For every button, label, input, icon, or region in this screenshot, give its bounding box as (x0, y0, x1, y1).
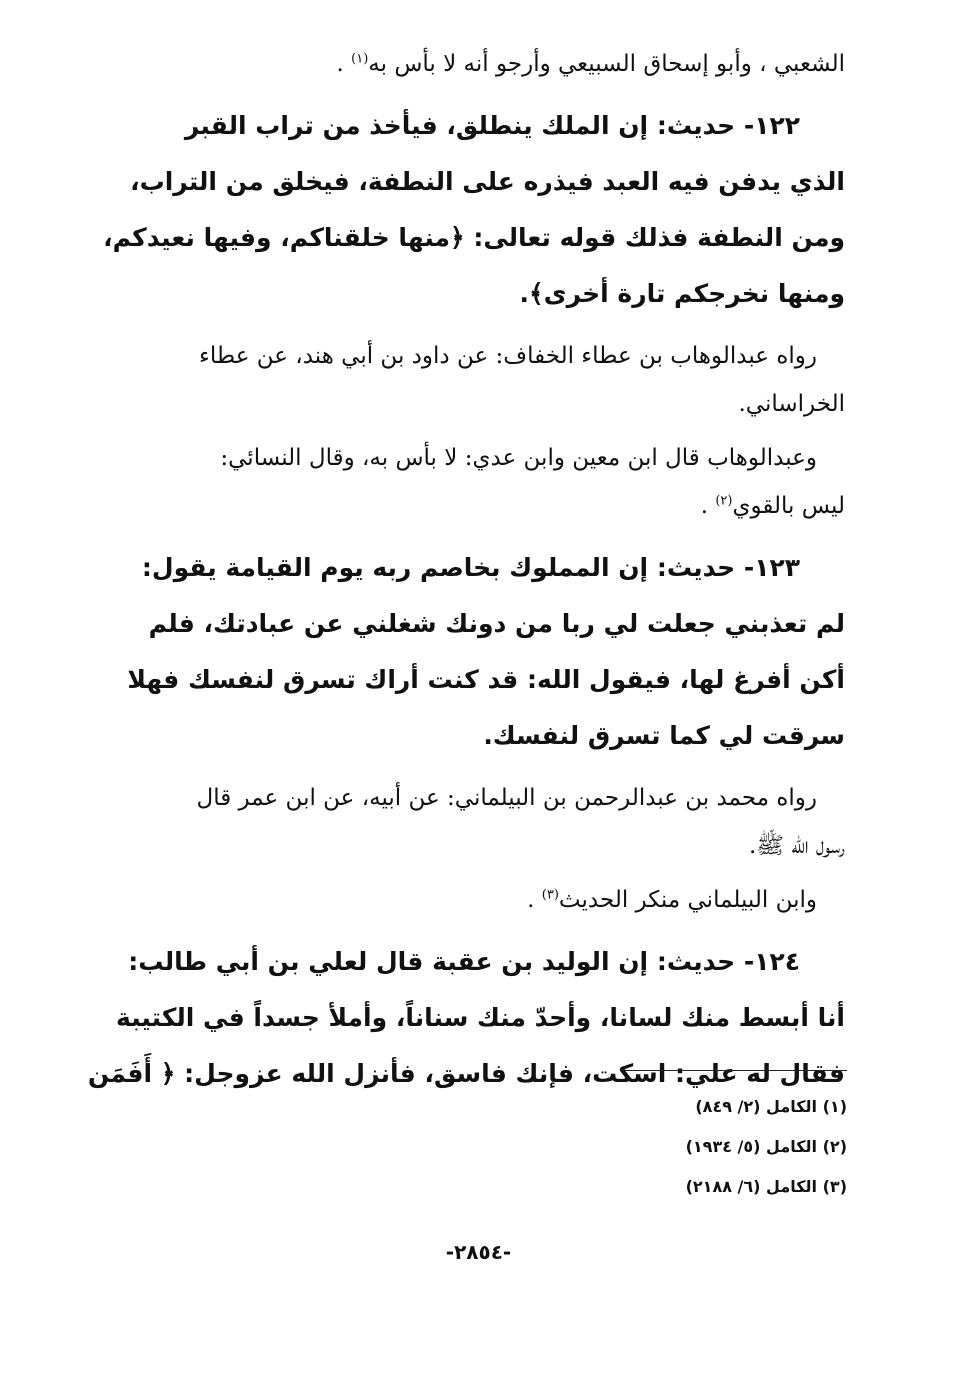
hadith-124-line-1: ١٢٤- حديث: إن الوليد بن عقبة قال لعلي بن أبي طالب: (128, 947, 800, 976)
grading-123-line (80, 876, 845, 924)
grading-122 (80, 434, 845, 530)
grading-123-text: وابن البيلماني منكر الحديث (558, 887, 817, 913)
narration-123-line-1: رواه محمد بن عبدالرحمن بن البيلماني: عن أبيه، عن ابن عمر قال (196, 785, 817, 811)
footnote-1: (١) الكامل (٢/ ٨٤٩) (695, 1097, 847, 1116)
hadith-122 (80, 98, 845, 322)
intro-end: . (336, 51, 352, 77)
hadith-124-line-2: أنا أبسط منك لسانا، وأحدّ منك سناناً، وأملأ جسداً في الكتيبة (116, 1003, 845, 1032)
hadith-123-line-1: ١٢٣- حديث: إن المملوك بخاصم ربه يوم القيامة يقول: (141, 553, 800, 582)
hadith-123-line-2: لم تعذبني جعلت لي ربا من دونك شغلني عن عبادتك، فلم (148, 609, 845, 638)
footnotes-section (622, 1070, 847, 1207)
hadith-123-line-3: أكن أفرغ لها، فيقول الله: قد كنت أراك تسرق لنفسك فهلا (127, 665, 845, 694)
hadith-122-line-2: الذي يدفن فيه العبد فيذره على النطفة، فيخلق من التراب، (130, 167, 845, 196)
hadith-124-line-3: فقال له علي: اسكت، فإنك فاسق، فأنزل الله عزوجل: ﴿ أَفَمَن (87, 1059, 845, 1088)
footnote-ref-2: (٢) (715, 493, 733, 509)
grading-123-end: . (527, 887, 542, 913)
hadith-123 (80, 540, 845, 764)
narration-122-line-1: رواه عبدالوهاب بن عطاء الخفاف: عن داود بن أبي هند، عن عطاء (199, 343, 817, 369)
footnote-ref-3: (٣) (541, 887, 559, 903)
hadith-122-line-4: ومنها نخرجكم تارة أخرى﴾. (519, 279, 845, 308)
narration-122 (80, 332, 845, 428)
footnote-2: (٢) الكامل (٥/ ١٩٣٤) (685, 1137, 847, 1156)
hadith-122-line-1: ١٢٢- حديث: إن الملك ينطلق، فيأخذ من تراب القبر (184, 111, 800, 140)
footnote-divider (622, 1070, 847, 1071)
grading-122-end: . (700, 493, 716, 519)
footnote-ref-1: (١) (351, 51, 369, 67)
footnote-3: (٣) الكامل (٦/ ٢١٨٨) (685, 1177, 847, 1196)
narration-122-line-2: الخراساني. (738, 391, 845, 417)
narration-123 (80, 774, 845, 870)
page-body (80, 40, 845, 1102)
page-number: -٢٨٥٤- (445, 1240, 512, 1264)
narration-123-line-2: رسول الله ﷺ. (749, 833, 845, 859)
hadith-122-line-3: ومن النطفة فذلك قوله تعالى: ﴿منها خلقناكم، وفيها نعيدكم، (103, 223, 845, 252)
grading-122-text: ليس بالقوي (732, 493, 845, 519)
hadith-123-line-4: سرقت لي كما تسرق لنفسك. (483, 721, 845, 750)
intro-text: الشعبي ، وأبو إسحاق السبيعي وأرجو أنه لا بأس به (368, 51, 845, 77)
grading-122-line-2 (80, 482, 845, 530)
grading-122-line-1: وعبدالوهاب قال ابن معين وابن عدي: لا بأس به، وقال النسائي: (220, 445, 817, 471)
grading-123 (80, 876, 845, 924)
intro-line (80, 40, 845, 88)
